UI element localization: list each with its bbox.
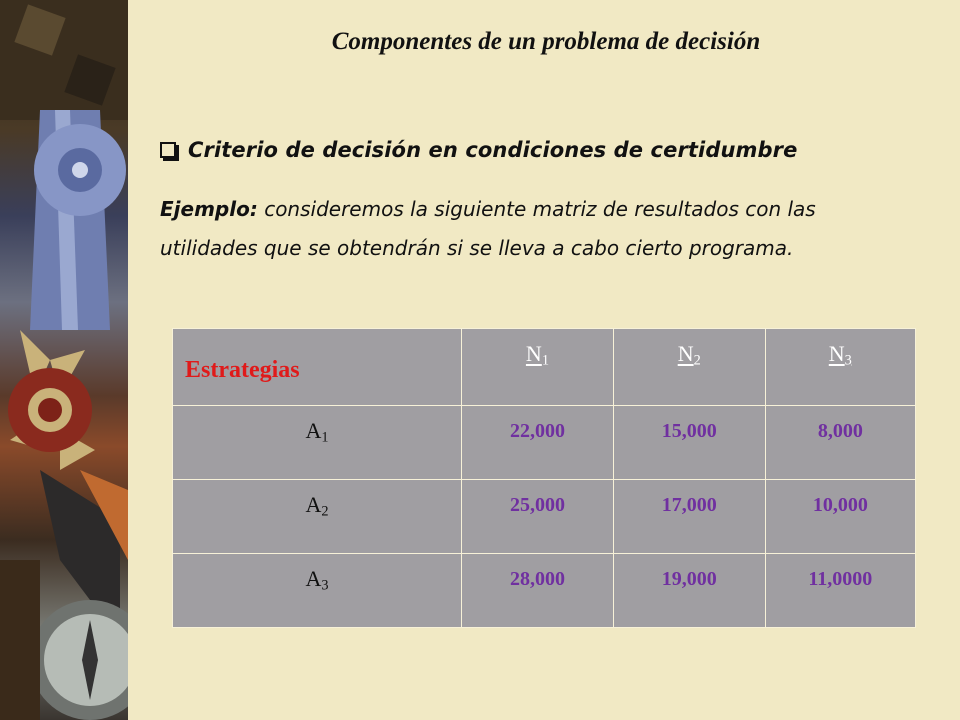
column-header: $N_1$ [462, 329, 614, 406]
table-row [173, 406, 916, 480]
table-row [173, 554, 916, 628]
table-cell: 28,000 [462, 554, 614, 628]
table-cell: 11,0000 [765, 554, 915, 628]
column-header: $N_3$ [765, 329, 915, 406]
decorative-photo-strip [0, 0, 128, 720]
column-header: $N_2$ [613, 329, 765, 406]
bullet-item [160, 138, 920, 162]
table-cell: 10,000 [765, 480, 915, 554]
payoff-matrix-table [172, 328, 916, 628]
table-cell: 25,000 [462, 480, 614, 554]
table-cell: 17,000 [613, 480, 765, 554]
table-row [173, 480, 916, 554]
table-cell: 19,000 [613, 554, 765, 628]
checkbox-bullet-icon [160, 142, 176, 158]
medal-illustration [0, 0, 128, 720]
strategies-header: Estrategias [173, 329, 462, 406]
table-header-row [173, 329, 916, 406]
table-cell: 15,000 [613, 406, 765, 480]
example-lead: Ejemplo: [160, 197, 258, 221]
table-cell: 22,000 [462, 406, 614, 480]
row-label: $A_1$ [173, 406, 462, 480]
example-paragraph [160, 190, 900, 268]
example-text: consideremos la siguiente matriz de resultados con las utilidades que se obtendrán si se lleva a cabo cierto programa. [160, 197, 816, 260]
table-cell: 8,000 [765, 406, 915, 480]
bullet-text: Criterio de decisión en condiciones de certidumbre [188, 138, 798, 162]
row-label: $A_2$ [173, 480, 462, 554]
slide-title: Componentes de un problema de decisión [331, 28, 761, 55]
row-label: $A_3$ [173, 554, 462, 628]
